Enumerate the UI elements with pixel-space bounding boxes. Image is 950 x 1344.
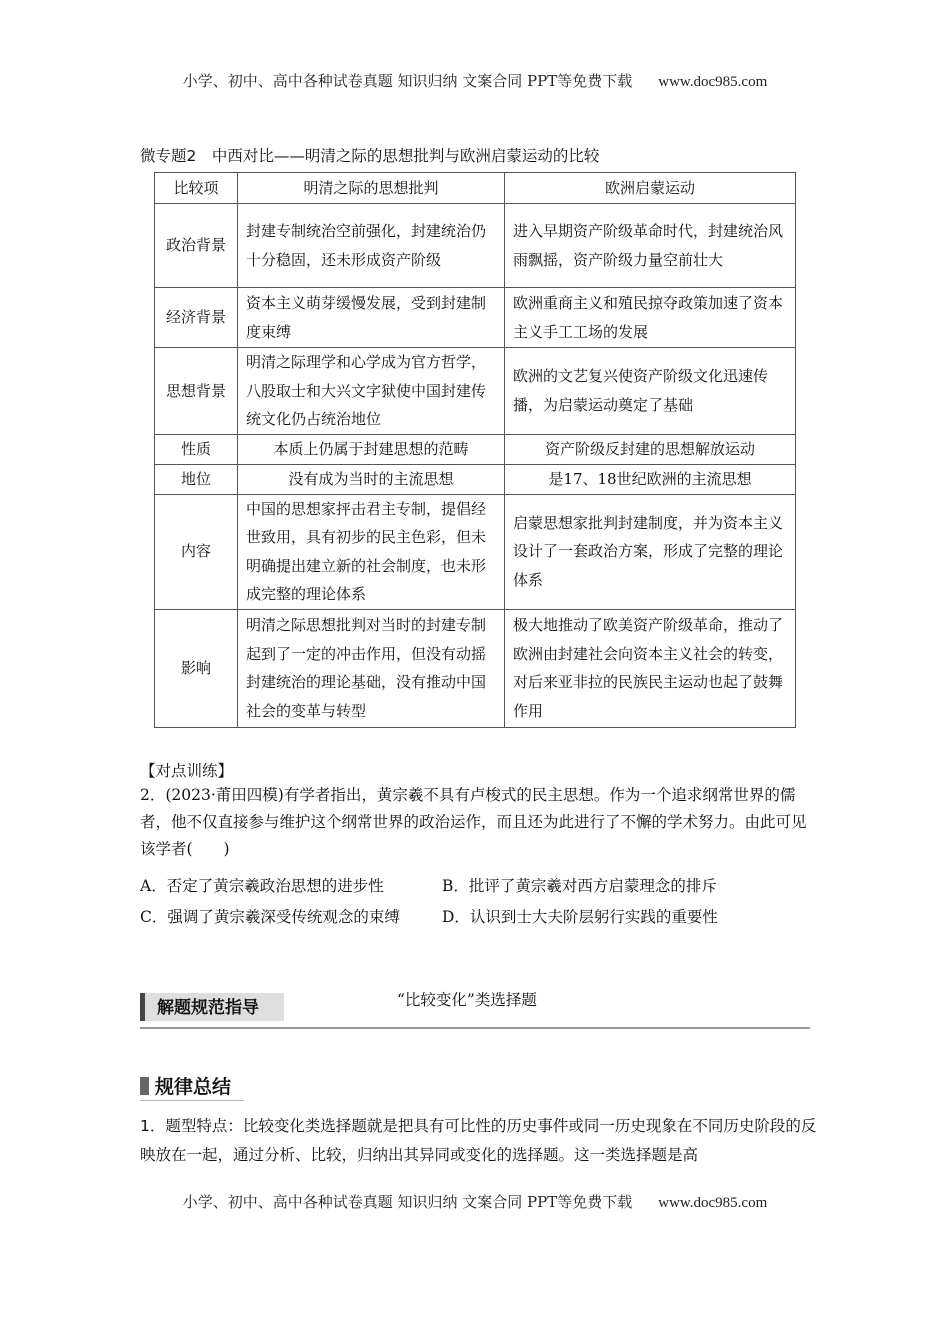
option-a[interactable]: A．否定了黄宗羲政治思想的进步性 — [140, 877, 384, 895]
table-header-row — [155, 173, 796, 204]
option-b[interactable]: B．批评了黄宗羲对西方启蒙理念的排斥 — [442, 877, 717, 895]
table-row — [155, 609, 796, 727]
table-row — [155, 348, 796, 435]
table-row — [155, 288, 796, 348]
footer-url[interactable]: www.doc985.com — [658, 1195, 768, 1211]
table-cell: 进入早期资产阶级革命时代，封建统治风雨飘摇，资产阶级力量空前壮大 — [505, 204, 796, 288]
header-text: 小学、初中、高中各种试卷真题 知识归纳 文案合同 PPT等免费下载 — [182, 72, 633, 90]
row-label-cell: 性质 — [155, 434, 238, 464]
row-label-cell: 思想背景 — [155, 348, 238, 435]
row-label-cell: 地位 — [155, 464, 238, 494]
table-row — [155, 204, 796, 288]
page-header — [0, 70, 950, 91]
table-cell: 欧洲重商主义和殖民掠夺政策加速了资本主义手工工场的发展 — [505, 288, 796, 348]
table-cell: 欧洲的文艺复兴使资产阶级文化迅速传播，为启蒙运动奠定了基础 — [505, 348, 796, 435]
table-row — [155, 494, 796, 609]
question-text: 2．(2023·莆田四模)有学者指出，黄宗羲不具有卢梭式的民主思想。作为一个追求纲常世界的儒者，他不仅直接参与维护这个纲常世界的政治运作，而且还为此进行了不懈的学术努力。由此可见该学者( ) — [140, 786, 807, 858]
option-d[interactable]: D．认识到士大夫阶层躬行实践的重要性 — [442, 908, 718, 926]
section-title: 微专题2 中西对比——明清之际的思想批判与欧洲启蒙运动的比较 — [140, 147, 600, 165]
table-row — [155, 464, 796, 494]
divider — [140, 1027, 810, 1029]
row-label-cell: 影响 — [155, 609, 238, 727]
table-cell: 资本主义萌芽缓慢发展，受到封建制度束缚 — [238, 288, 505, 348]
table-cell: 本质上仍属于封建思想的范畴 — [238, 434, 505, 464]
page-footer — [0, 1191, 950, 1212]
rules-paragraph: 1．题型特点：比较变化类选择题就是把具有可比性的历史事件或同一历史现象在不同历史阶段的反映放在一起，通过分析、比较，归纳出其异同或变化的选择题。这一类选择题是高 — [140, 1117, 817, 1164]
heading-underline — [140, 1100, 244, 1101]
table-cell: 极大地推动了欧美资产阶级革命，推动了欧洲由封建社会向资本主义社会的转变，对后来亚非拉的民族民主运动也起了鼓舞作用 — [505, 609, 796, 727]
table-cell: 没有成为当时的主流思想 — [238, 464, 505, 494]
header-cell: 欧洲启蒙运动 — [505, 173, 796, 204]
option-c[interactable]: C．强调了黄宗羲深受传统观念的束缚 — [140, 908, 400, 926]
guide-band: 解题规范指导 — [140, 993, 284, 1021]
rules-heading — [140, 1072, 231, 1099]
comparison-table — [154, 172, 796, 728]
guide-subtitle: “比较变化”类选择题 — [397, 991, 537, 1009]
practice-label: 【对点训练】 — [140, 762, 234, 780]
header-url[interactable]: www.doc985.com — [658, 74, 768, 90]
bar-icon — [140, 1077, 149, 1095]
table-cell: 明清之际理学和心学成为官方哲学，八股取士和大兴文字狱使中国封建传统文化仍占统治地位 — [238, 348, 505, 435]
row-label-cell: 政治背景 — [155, 204, 238, 288]
table-cell: 资产阶级反封建的思想解放运动 — [505, 434, 796, 464]
footer-text: 小学、初中、高中各种试卷真题 知识归纳 文案合同 PPT等免费下载 — [182, 1193, 633, 1211]
table-cell: 启蒙思想家批判封建制度，并为资本主义设计了一套政治方案，形成了完整的理论体系 — [505, 494, 796, 609]
table-cell: 封建专制统治空前强化，封建统治仍十分稳固，还未形成资产阶级 — [238, 204, 505, 288]
table-cell: 中国的思想家抨击君主专制，提倡经世致用，具有初步的民主色彩，但未明确提出建立新的社会制度，也未形成完整的理论体系 — [238, 494, 505, 609]
row-label-cell: 内容 — [155, 494, 238, 609]
table-row — [155, 434, 796, 464]
table-cell: 是17、18世纪欧洲的主流思想 — [505, 464, 796, 494]
header-cell: 比较项 — [155, 173, 238, 204]
rules-heading-text: 规律总结 — [155, 1076, 232, 1098]
row-label-cell: 经济背景 — [155, 288, 238, 348]
table-cell: 明清之际思想批判对当时的封建专制起到了一定的冲击作用，但没有动摇封建统治的理论基础，没有推动中国社会的变革与转型 — [238, 609, 505, 727]
header-cell: 明清之际的思想批判 — [238, 173, 505, 204]
